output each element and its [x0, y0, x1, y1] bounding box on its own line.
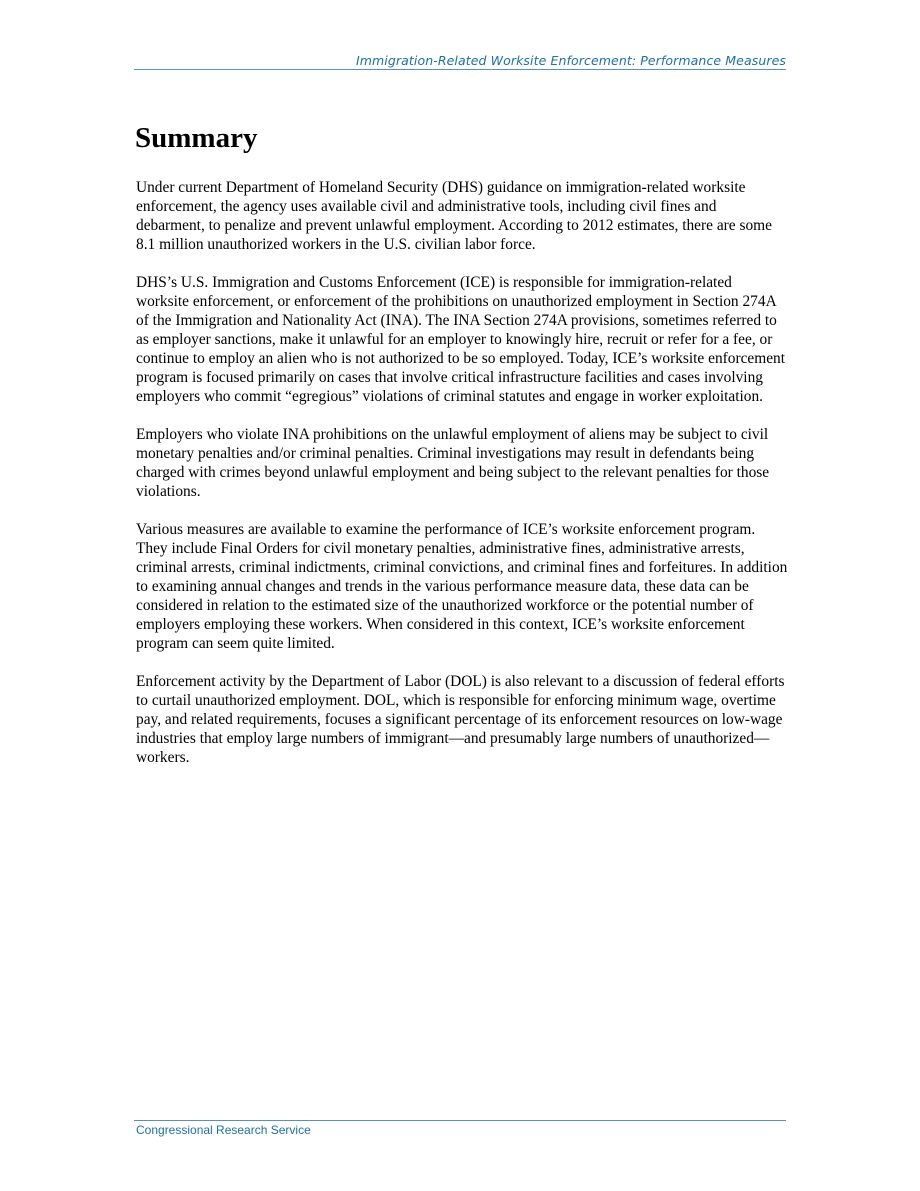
paragraph: Enforcement activity by the Department of Labor (DOL) is also relevant to a discussion of federal efforts to curtail unauthorized employment. DOL, which is responsible for enforcing minimum wage, overtime pay, and related requirements, focuses a significant percentage of its enforcement resources on low-wage industries that employ large numbers of immigrant—and presumably large numbers of unauthorized—workers. [136, 673, 785, 766]
footer-organization: Congressional Research Service [136, 1123, 311, 1137]
page-title: Summary [135, 122, 258, 154]
summary-body [136, 178, 788, 786]
paragraph: Employers who violate INA prohibitions on the unlawful employment of aliens may be subject to civil monetary penalties and/or criminal penalties. Criminal investigations may result in defendants being charged with crimes beyond unlawful employment and being subject to the relevant penalties for those violations. [136, 426, 770, 500]
running-header: Immigration-Related Worksite Enforcement: Performance Measures [355, 53, 786, 68]
paragraph: Under current Department of Homeland Security (DHS) guidance on immigration-related worksite enforcement, the agency uses available civil and administrative tools, including civil fines and debarment, to penalize and prevent unlawful employment. According to 2012 estimates, there are some 8.1 million unauthorized workers in the U.S. civilian labor force. [136, 179, 772, 253]
header-rule [134, 69, 786, 70]
paragraph: DHS’s U.S. Immigration and Customs Enforcement (ICE) is responsible for immigration-related worksite enforcement, or enforcement of the prohibitions on unauthorized employment in Section 274A of the Immigration and Nationality Act (INA). The INA Section 274A provisions, sometimes referred to as employer sanctions, make it unlawful for an employer to knowingly hire, recruit or refer for a fee, or continue to employ an alien who is not authorized to be so employed. Today, ICE’s worksite enforcement program is focused primarily on cases that involve critical infrastructure facilities and cases involving employers who commit “egregious” violations of criminal statutes and engage in worker exploitation. [136, 274, 786, 405]
paragraph: Various measures are available to examine the performance of ICE’s worksite enforcement program. They include Final Orders for civil monetary penalties, administrative fines, administrative arrests, criminal arrests, criminal indictments, criminal convictions, and criminal fines and forfeitures. In addition to examining annual changes and trends in the various performance measure data, these data can be considered in relation to the estimated size of the unauthorized workforce or the potential number of employers employing these workers. When considered in this context, ICE’s worksite enforcement program can seem quite limited. [136, 521, 788, 652]
footer-rule [134, 1120, 786, 1121]
